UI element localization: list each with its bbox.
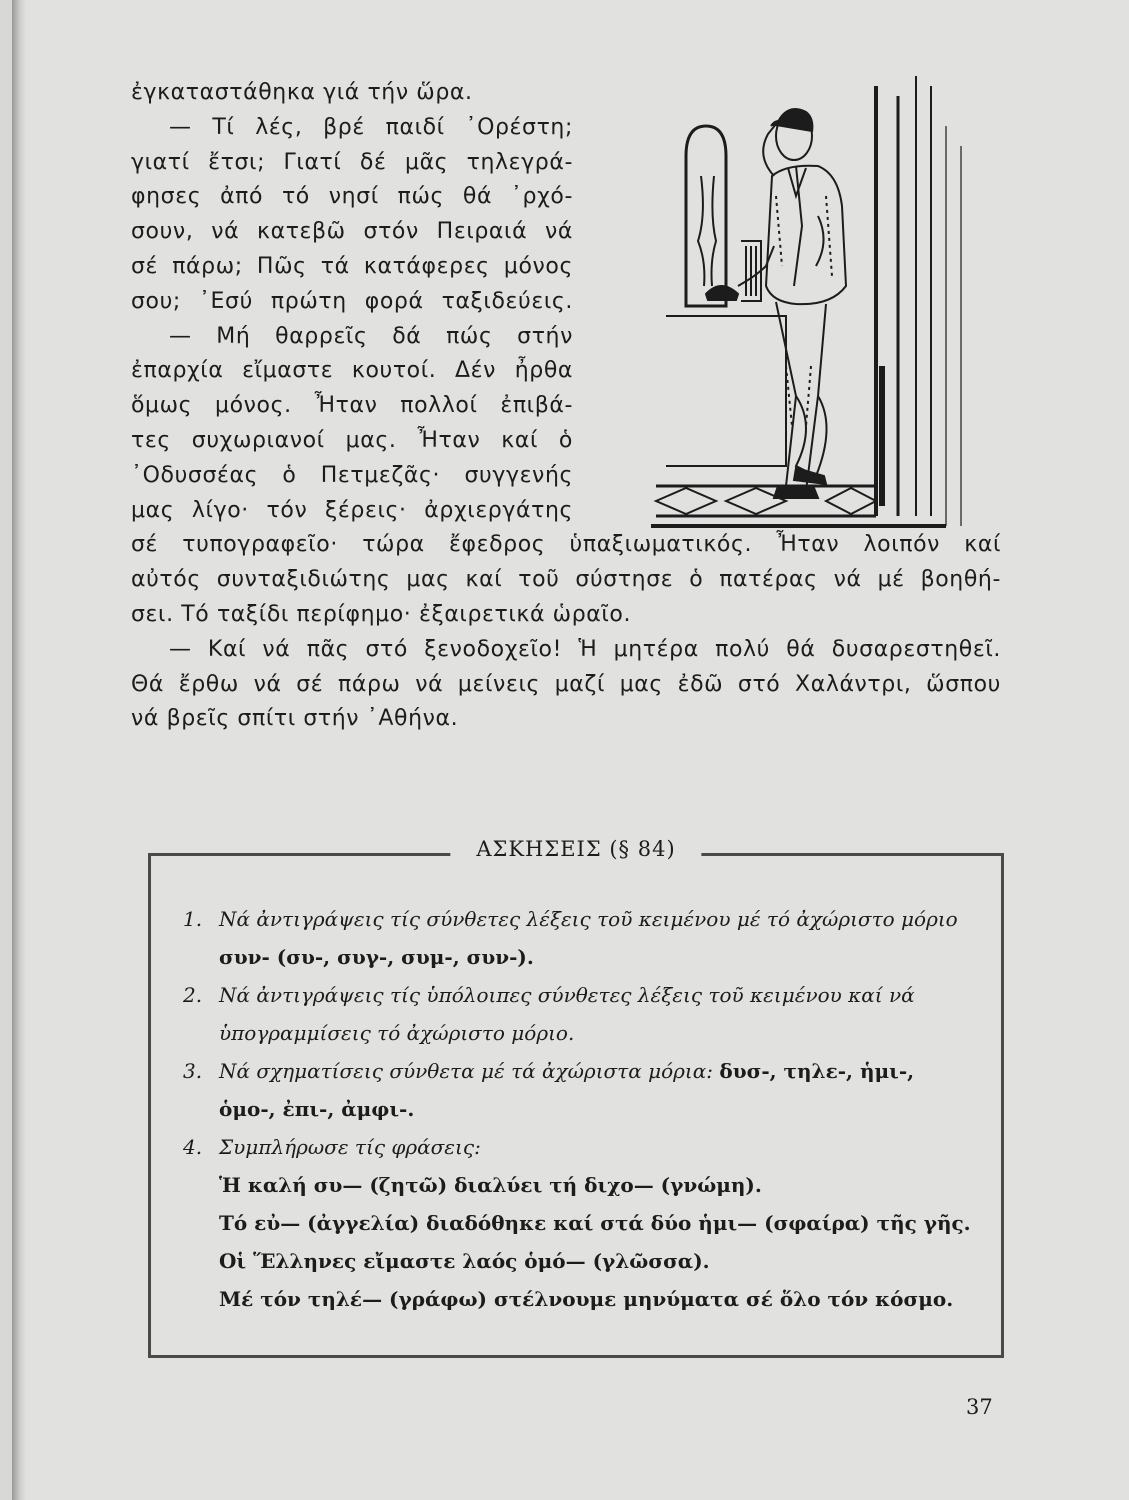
exercise-text: Νά σχηματίσεις σύνθετα μέ τά ἀχώριστα μόρια: [219, 1059, 713, 1083]
man-on-telephone-illustration [646, 66, 976, 536]
exercise-number: 2. [183, 983, 203, 1007]
text-line: ἐγκαταστάθηκα γιά τήν ὥρα. [131, 80, 473, 105]
text-line: φησες ἀπό τό νησί πώς θά ᾿ρχό- [131, 184, 573, 210]
exercise-number: 1. [183, 907, 203, 931]
exercise-4 [183, 1128, 973, 1318]
text-line: σου; ᾿Εσύ πρώτη φορά ταξιδεύεις. [131, 288, 573, 314]
text-line: σει. Τό ταξίδι περίφημο· ἐξαιρετικά ὡραῖο. [131, 601, 632, 627]
book-page [12, 0, 1129, 1500]
exercise-1 [183, 900, 973, 976]
exercise-2 [183, 976, 973, 1052]
text-line: Θά ἔρθω νά σέ πάρω νά μείνεις μαζί μας ἐδῶ στό Χαλάντρι, ὥσπου [131, 671, 1001, 697]
exercise-bold: δυσ-, τηλε-, ἡμι-, ὁμο-, ἐπι-, ἀμφι-. [219, 1059, 915, 1121]
exercises-list [183, 900, 973, 1318]
text-line: ὅμως μόνος. Ἦταν πολλοί ἐπιβά- [131, 393, 573, 419]
fill-in-sentence: Ἡ καλή συ— (ζητῶ) διαλύει τή διχο— (γνώμη). [219, 1173, 762, 1197]
text-line: σέ πάρω; Πῶς τά κατάφερες μόνος [131, 253, 573, 279]
fill-in-sentence: Τό εὐ— (ἀγγελία) διαδόθηκε καί στά δύο ἡμι— (σφαίρα) τῆς γῆς. [219, 1211, 971, 1235]
page-number: 37 [966, 1395, 993, 1419]
text-line: γιατί ἔτσι; Γιατί δέ μᾶς τηλεγρά- [131, 149, 573, 175]
exercise-text: Νά ἀντιγράψεις τίς ὑπόλοιπες σύνθετες λέξεις τοῦ κειμένου καί νά ὑπογραμμίσεις τό ἀχώριστο μόριο. [219, 983, 915, 1045]
text-line: — Τί λές, βρέ παιδί ᾿Ορέστη; [169, 114, 573, 140]
text-line: τες συχωριανοί μας. Ἦταν καί ὁ [131, 427, 573, 453]
exercise-text: Νά ἀντιγράψεις τίς σύνθετες λέξεις τοῦ κειμένου μέ τό ἀχώριστο μόριο [219, 907, 958, 931]
text-line: — Μή θαρρεῖς δά πώς στήν [169, 323, 573, 349]
exercise-text: Συμπλήρωσε τίς φράσεις: [219, 1135, 481, 1159]
fill-in-sentence: Μέ τόν τηλέ— (γράφω) στέλνουμε μηνύματα σέ ὅλο τόν κόσμο. [219, 1287, 954, 1311]
text-line: σέ τυπογραφεῖο· τώρα ἔφεδρος ὑπαξιωματικός. Ἦταν λοιπόν καί [131, 532, 1001, 558]
exercise-3 [183, 1052, 973, 1128]
exercise-number: 4. [183, 1135, 203, 1159]
text-line: ἐπαρχία εἴμαστε κουτοί. Δέν ἦρθα [131, 358, 573, 384]
text-line: μας λίγο· τόν ξέρεις· ἀρχιεργάτης [131, 497, 573, 523]
exercise-bold: συν- (συ-, συγ-, συμ-, συν-). [219, 945, 534, 969]
fill-in-sentence: Οἱ Ἕλληνες εἴμαστε λαός ὁμό— (γλῶσσα). [219, 1249, 710, 1273]
exercises-title: ΑΣΚΗΣΕΙΣ (§ 84) [450, 837, 701, 861]
text-line: ᾿Οδυσσέας ὁ Πετμεζᾶς· συγγενής [131, 462, 573, 488]
text-line: νά βρεῖς σπίτι στήν ᾿Αθήνα. [131, 706, 459, 732]
text-line: σουν, νά κατεβῶ στόν Πειραιά νά [131, 219, 573, 245]
exercises-box [148, 837, 1004, 1358]
text-line: — Καί νά πᾶς στό ξενοδοχεῖο! Ἡ μητέρα πολύ θά δυσαρεστηθεῖ. [169, 636, 1001, 662]
exercise-number: 3. [183, 1059, 203, 1083]
text-line: αὐτός συνταξιδιώτης μας καί τοῦ σύστησε ὁ πατέρας νά μέ βοηθή- [131, 567, 1001, 593]
